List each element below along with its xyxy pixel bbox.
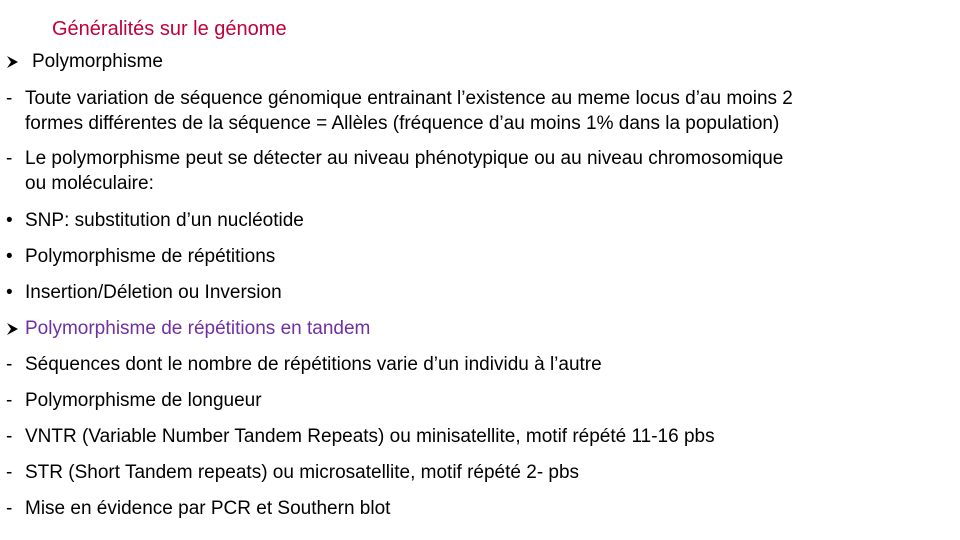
list-item-text: formes différentes de la séquence = Allèles (fréquence d’au moins 1% dans la population)	[25, 113, 780, 134]
dash-bullet: -	[6, 498, 13, 519]
dot-bullet: •	[6, 246, 13, 267]
list-item-text: Insertion/Déletion ou Inversion	[25, 282, 282, 303]
section-heading-text: Polymorphisme de répétitions en tandem	[25, 318, 371, 339]
list-item-text: Séquences dont le nombre de répétitions varie d’un individu à l’autre	[25, 354, 602, 375]
dash-bullet: -	[6, 426, 13, 447]
list-item-text: ou moléculaire:	[25, 173, 154, 194]
slide-title: Généralités sur le génome	[52, 18, 287, 40]
list-item-text: VNTR (Variable Number Tandem Repeats) ou minisatellite, motif répété 11-16 pbs	[25, 426, 715, 447]
list-item-text: Polymorphisme de répétitions	[25, 246, 276, 267]
list-item-text: Polymorphisme de longueur	[25, 390, 262, 411]
list-item-text: SNP: substitution d’un nucléotide	[25, 210, 304, 231]
dot-bullet: •	[6, 210, 13, 231]
list-item-text: Le polymorphisme peut se détecter au niveau phénotypique ou au niveau chromosomique	[25, 148, 784, 169]
dash-bullet: -	[6, 88, 13, 109]
dash-bullet: -	[6, 148, 13, 169]
list-item-text: Toute variation de séquence génomique entrainant l’existence au meme locus d’au moins 2	[25, 88, 793, 109]
dash-bullet: -	[6, 390, 13, 411]
section-heading-text: Polymorphisme	[32, 51, 163, 72]
dash-bullet: -	[6, 462, 13, 483]
arrow-bullet-icon	[6, 55, 20, 69]
arrow-bullet-icon	[6, 322, 20, 336]
dot-bullet: •	[6, 282, 13, 303]
dash-bullet: -	[6, 354, 13, 375]
list-item-text: Mise en évidence par PCR et Southern blot	[25, 498, 391, 519]
list-item-text: STR (Short Tandem repeats) ou microsatellite, motif répété 2- pbs	[25, 462, 580, 483]
